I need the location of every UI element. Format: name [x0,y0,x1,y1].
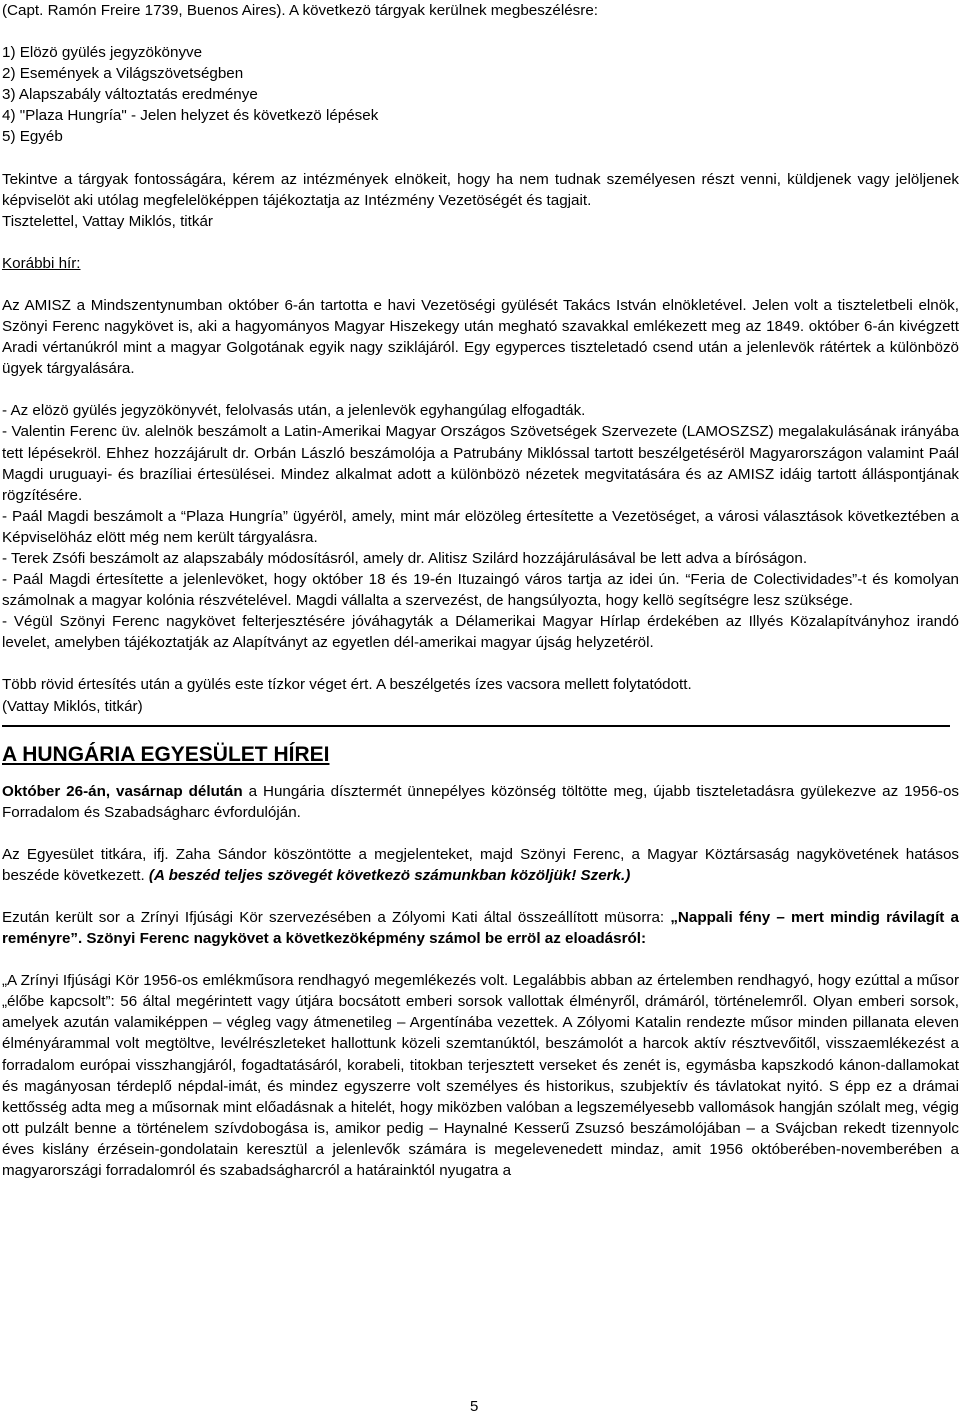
closing-signature: (Vattay Miklós, titkár) [2,697,143,715]
speech-paragraph [2,844,959,886]
spacer [2,379,959,400]
minutes-item: - Valentin Ferenc üv. alelnök beszámolt a Latin-Amerikai Magyar Országos Szövetségek Szervezete (LAMOSZSZ) megalakulásának irányába tett lépésekröl. Ehhez hozzájárult dr. Orbán László beszámolója a Patrubány Miklóssal tartott beszélgetéséröl Magyarországon valamint Paál Magdi uruguayi- és brazíliai értesülései. Mindez alkalmat adott a különbözö nézetek megvitatására és az AMISZ idáig tartott álláspontjának rögzítésére. [2,423,959,504]
minutes-item: - Terek Zsófi beszámolt az alapszabály módosításról, amely dr. Alitisz Szilárd hozzájárulásával be lett adva a bíróságon. [2,549,808,567]
agenda-item: 5) Egyéb [2,128,63,146]
speech-text: Az Egyesület titkára, ifj. Zaha Sándor köszöntötte a megjelenteket, majd Szönyi Ferenc, a Magyar Köztársaság nagykövetének hatásos beszéde következett. [2,845,959,884]
spacer [2,886,959,907]
minutes-item: - Végül Szönyi Ferenc nagykövet felterjesztésére jóváhagyták a Délamerikai Magyar Hírlap érdekében az Illyés Közalapítványhoz irandó levelet, amelyben tájékoztatják az Alapítványt az egyetlen dél-amerikai magyar újság helyzetéröl. [2,613,959,652]
event-date: Október 26-án, vasárnap délután [2,782,243,800]
event-paragraph [2,781,959,823]
spacer [2,21,959,42]
spacer [2,274,959,295]
spacer [2,823,959,844]
agenda-item: 2) Események a Világszövetségben [2,65,244,83]
minutes-items [2,400,959,653]
signature: Tisztelettel, Vattay Miklós, titkár [2,212,213,230]
request-paragraph: Tekintve a tárgyak fontosságára, kérem az intézmények elnökeit, hogy ha nem tudnak személyesen részt venni, küldjenek vagy jelöljenek képviselöt aki utólag megfelelöképpen tájékoztatja az Intézmény Vezetöségét és tagjait. [2,170,959,209]
editor-note: (A beszéd teljes szövegét következö számunkban közöljük! Szerk.) [148,866,631,884]
agenda-item: 1) Elözö gyülés jegyzökönyve [2,44,203,62]
intro-line: (Capt. Ramón Freire 1739, Buenos Aires). A következö tárgyak kerülnek megbeszélésre: [2,2,598,19]
agenda-item: 3) Alapszabály változtatás eredménye [2,86,258,104]
program-title: „Nappali fény – mert mindig rávilagít a reményre”. Szönyi Ferenc nagykövet a következöképmény számol be erröl az eloadásról: [2,909,960,948]
minutes-item: - Paál Magdi értesítette a jelenlevöket, hogy október 18 és 19-én Ituzaingó város tartja az idei ún. “Feria de Colectividades”-t és komolyan számolnak a magyar kolónia részvételével. Magdi vállalta a szervezést, de hangsúlyozta, hogy kellö segítségre lesz szüksége. [2,571,959,610]
spacer [2,148,959,169]
agenda-item: 4) "Plaza Hungría" - Jelen helyzet és következö lépések [2,107,379,125]
program-text: Ezután került sor a Zrínyi Ifjúsági Kör szervezésében a Zólyomi Kati által összeállított müsorra: [2,909,671,926]
previous-news-label [2,253,959,274]
agenda-list [2,42,959,147]
closing-paragraph: Több rövid értesítés után a gyülés este tízkor véget ért. A beszélgetés ízes vacsora mellett folytatódott. [2,676,692,694]
minutes-item: - Az elözö gyülés jegyzökönyvét, felolvasás után, a jelenlevök egyhangúlag elfogadták. [2,402,586,420]
spacer [2,949,959,970]
page-number: 5 [470,1398,479,1415]
event-text: a Hungária dísztermét ünnepélyes közönség töltötte meg, újabb tiszteletadásra gyülekezve az 1956-os Forradalom és Szabadságharc évfordulóján. [2,782,959,821]
spacer [2,232,959,253]
program-paragraph [2,907,959,949]
meeting-paragraph: Az AMISZ a Mindszentynumban október 6-án tartotta e havi Vezetöségi gyülését Takács István elnökletével. Jelen volt a tiszteletbeli elnök, Szönyi Ferenc nagykövet is, aki a hagyományos Magyar Hiszekegy után megható szavakkal emlékezett meg az 1849. október 6-án kivégzett Aradi vértanúkról mint a magyar Golgotának egyik nagy sziklájáról. Egy egyperces tiszteletadó csend után a jelenlevök rátértek a különbözö ügyek tárgyalására. [2,296,959,378]
minutes-item: - Paál Magdi beszámolt a “Plaza Hungría” ügyéröl, amely, mint már elözöleg értesítette a Vezetöséget, a városi választások következtében a Képviselöház elött még nem került tárgyalásra. [2,507,959,546]
section-title: A HUNGÁRIA EGYESÜLET HÍREI [2,742,330,766]
review-paragraph: „A Zrínyi Ifjúsági Kör 1956-os emlékműsora rendhagyó megemlékezés volt. Legalábbis abban az értelemben rendhagyó, hogy ezúttal a műsor „élőbe kapcsolt”: 56 által megérintett vagy útjára bocsátott emberi sorsok vallottak élményről, drámáról, történelemről. Olyan emberi sorsok, amelyek azután valamiképpen – végleg vagy átmenetileg – Argentínába vezettek. A Zólyomi Katalin rendezte műsor minden pillanata eleven élményárammal volt megtöltve, levélrészleteket hallottunk közeli szemtanúktól, beszámolót a harcok aktív résztvevőitől, visszaemlékezést a forradalom európai visszhangjáról, fogadtatásáról, korabeli, titokban terjesztett verseket és zenét is, egymásba kapszkodó kánon-dallamokat és magányosan térdeplő népdal-imát, és mindez egyszerre volt személyes és historikus, szubjektív és távlatokat nyitó. S épp ez a drámai kettősség adta meg a műsornak mint előadásnak a hitelét, hogy miközben valóban a legszemélyesebb vallomások hangján szólalt meg, végig ott pulzált benne a történelem szívdobogása is, amikor pedig – Haynalné Kesserű Zsuzsó beszámolójában – a Svájcban rekedt tizennyolc éves kislány érzésein-gondolatain keresztül a jelenlevők számára is megelevenedett mindaz, amit 1956 októberében-novemberében a magyarországi forradalomról és szabadságharcról a határainktól nyugatra a [2,972,959,1180]
previous-news-label-text: Korábbi hír: [2,254,81,272]
section-divider [2,725,950,727]
spacer [2,653,959,674]
